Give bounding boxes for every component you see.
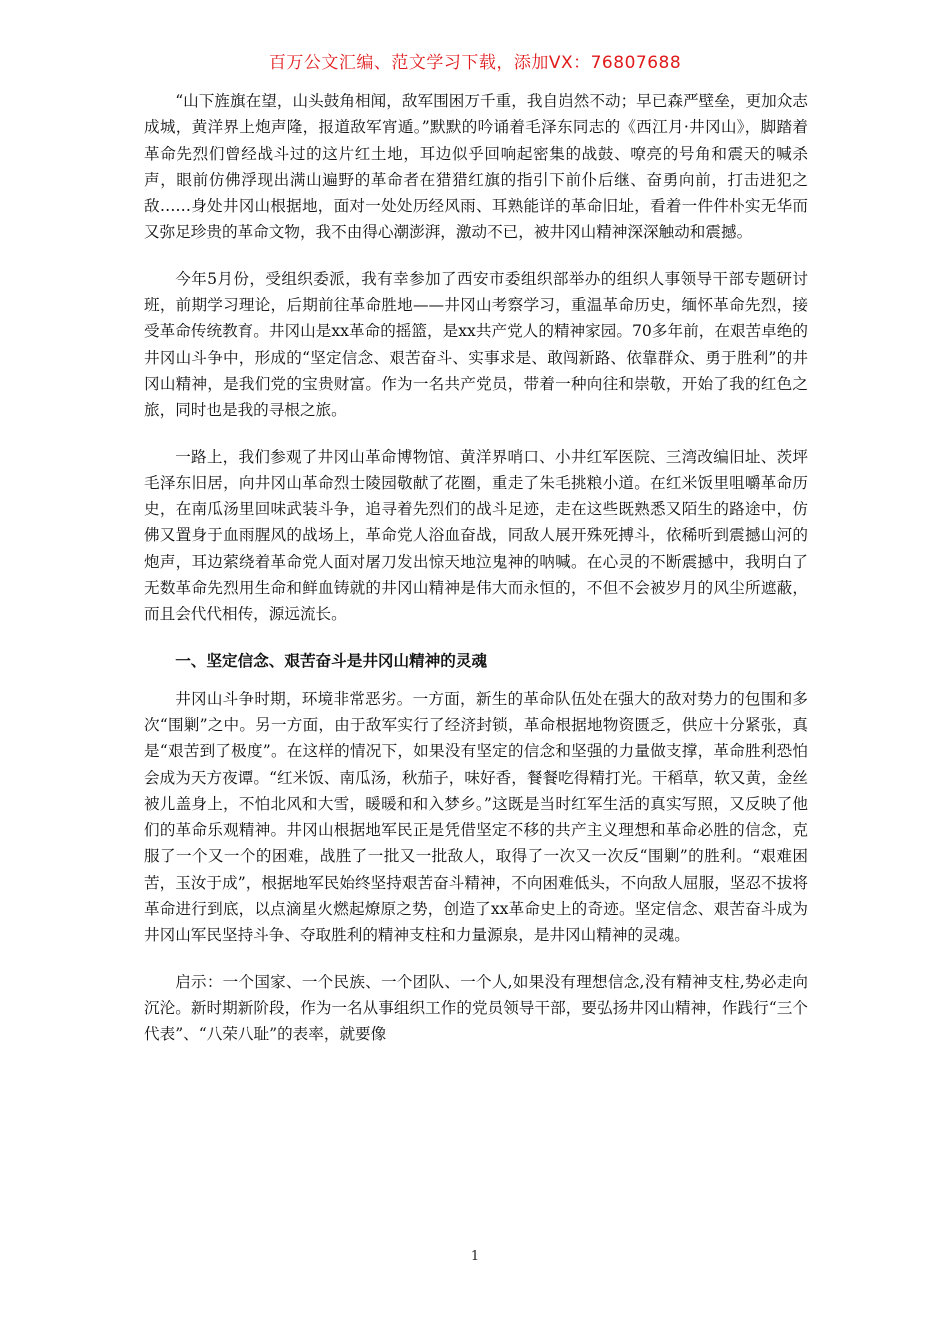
page-number: 1 (470, 1249, 480, 1264)
document-body (144, 88, 808, 1068)
paragraph-journey: 一路上，我们参观了井冈山革命博物馆、黄洋界哨口、小井红军医院、三湾改编旧址、茨坪毛泽东旧居，向井冈山革命烈士陵园敬献了花圈，重走了朱毛挑粮小道。在红米饭里咀嚼革命历史，在南瓜汤里回味武装斗争，追寻着先烈们的战斗足迹，走在这些既熟悉又陌生的路途中，仿佛又置身于血雨腥风的战场上，革命党人浴血奋战，同敌人展开殊死搏斗，依稀听到震撼山河的炮声，耳边萦绕着革命党人面对屠刀发出惊天地泣鬼神的呐喊。在心灵的不断震撼中，我明白了无数革命先烈用生命和鲜血铸就的井冈山精神是伟大而永恒的，不但不会被岁月的风尘所遮蔽，而且会代代相传，源远流长。 (144, 447, 808, 624)
paragraph-study-trip: 今年5月份，受组织委派，我有幸参加了西安市委组织部举办的组织人事领导干部专题研讨班，前期学习理论，后期前往革命胜地——井冈山考察学习，重温革命历史，缅怀革命先烈，接受革命传统教育。井冈山是xx革命的摇篮，是xx共产党人的精神家园。70多年前，在艰苦卓绝的井冈山斗争中，形成的“坚定信念、艰苦奋斗、实事求是、敢闯新路、依靠群众、勇于胜利”的井冈山精神，是我们党的宝贵财富。作为一名共产党员，带着一种向往和崇敬，开始了我的红色之旅，同时也是我的寻根之旅。 (144, 269, 808, 420)
paragraph-section1-insight: 启示：一个国家、一个民族、一个团队、一个人,如果没有理想信念,没有精神支柱,势必走向沉沦。新时期新阶段，作为一名从事组织工作的党员领导干部，要弘扬井冈山精神，作践行“三个代表”、“八荣八耻”的表率，就要像 (144, 972, 808, 1044)
section-heading-1: 一、坚定信念、艰苦奋斗是井冈山精神的灵魂 (175, 651, 488, 670)
paragraph-section1-body: 井冈山斗争时期，环境非常恶劣。一方面，新生的革命队伍处在强大的敌对势力的包围和多次“围剿”之中。另一方面，由于敌军实行了经济封锁，革命根据地物资匮乏，供应十分紧张，真是“艰苦到了极度”。在这样的情况下，如果没有坚定的信念和坚强的力量做支撑，革命胜利恐怕会成为天方夜谭。“红米饭、南瓜汤，秋茄子，味好香，餐餐吃得精打光。干稻草，软又黄，金丝被儿盖身上，不怕北风和大雪，暖暖和和入梦乡。”这既是当时红军生活的真实写照，又反映了他们的革命乐观精神。井冈山根据地军民正是凭借坚定不移的共产主义理想和革命必胜的信念，克服了一个又一个的困难，战胜了一批又一批敌人，取得了一次又一次反“围剿”的胜利。“艰难困苦，玉汝于成”，根据地军民始终坚持艰苦奋斗精神，不向困难低头，不向敌人屈服，坚忍不拔将革命进行到底，以点滴星火燃起燎原之势，创造了xx革命史上的奇迹。坚定信念、艰苦奋斗成为井冈山军民坚持斗争、夺取胜利的精神支柱和力量源泉，是井冈山精神的灵魂。 (144, 689, 808, 945)
header-banner: 百万公文汇编、范文学习下载，添加VX：76807688 (268, 53, 682, 73)
paragraph-intro-poem: “山下旌旗在望，山头鼓角相闻，敌军围困万千重，我自岿然不动；早已森严壁垒，更加众志成城，黄洋界上炮声隆，报道敌军宵遁。”默默的吟诵着毛泽东同志的《西江月·井冈山》，脚踏着革命先烈们曾经战斗过的这片红土地，耳边似乎回响起密集的战鼓、嘹亮的号角和震天的喊杀声，眼前仿佛浮现出满山遍野的革命者在猎猎红旗的指引下前仆后继、奋勇向前，打击进犯之敌……身处井冈山根据地，面对一处处历经风雨、耳熟能详的革命旧址，看着一件件朴实无华而又弥足珍贵的革命文物，我不由得心潮澎湃，激动不已，被井冈山精神深深触动和震撼。 (144, 92, 808, 242)
